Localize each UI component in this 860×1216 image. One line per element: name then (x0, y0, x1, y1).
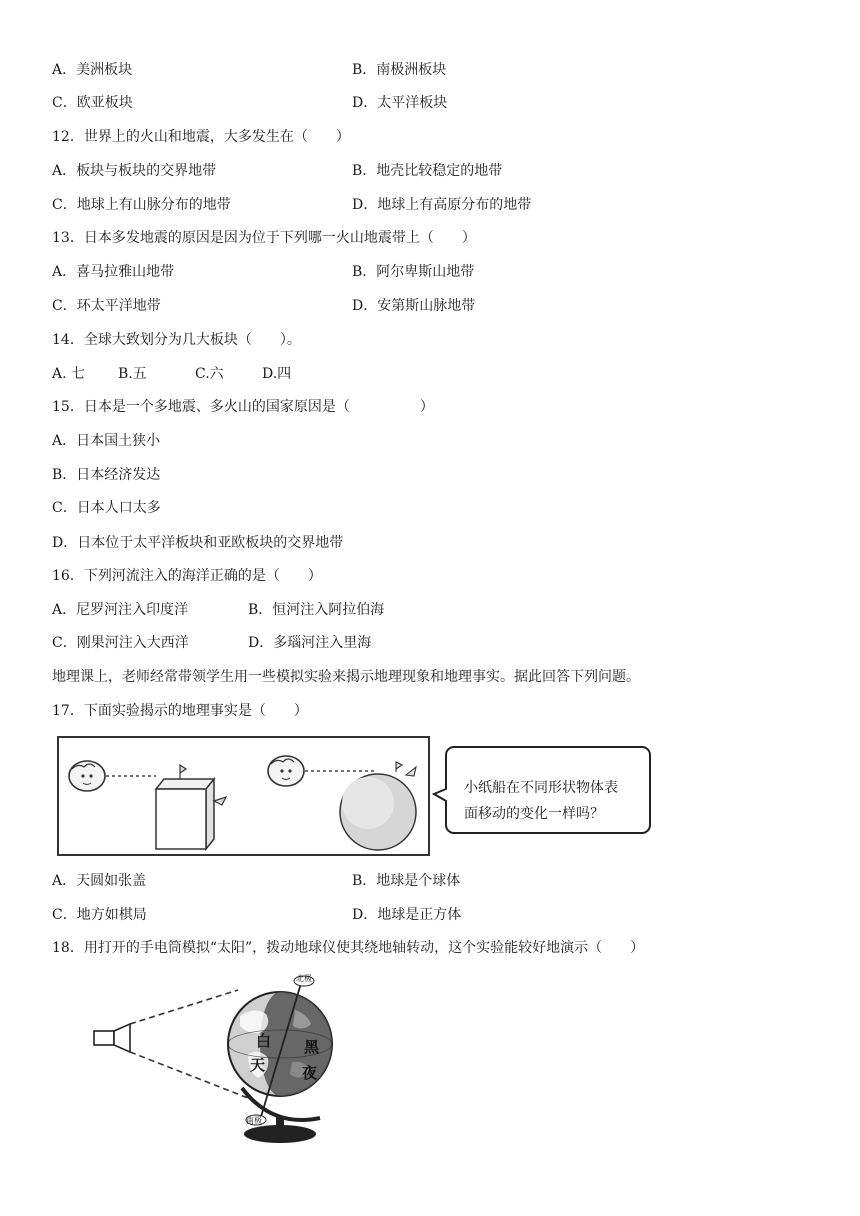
q11-option-a: A．美洲板块 (52, 62, 133, 78)
speech-bubble-line-2: 面移动的变化一样吗？ (464, 806, 604, 822)
q18-figure (90, 970, 360, 1152)
q18-figure-drawing (90, 970, 360, 1152)
south-pole-label: 南极 (246, 1116, 262, 1125)
q14-option-b: B.五 (118, 366, 147, 382)
q17-option-b: B．地球是个球体 (352, 873, 461, 889)
q16-option-b: B．恒河注入阿拉伯海 (248, 602, 385, 618)
q13-stem: 13．日本多发地震的原因是因为位于下列哪一火山地震带上（ ） (52, 230, 476, 246)
q15-option-c: C．日本人口太多 (52, 500, 161, 516)
night-label-1: 黑 (304, 1038, 320, 1056)
q13-option-a: A．喜马拉雅山地带 (52, 264, 175, 280)
q14-stem: 14．全球大致划分为几大板块（ ）。 (52, 332, 301, 348)
q14-option-d: D.四 (262, 366, 292, 382)
flashlight-icon (94, 1024, 130, 1052)
q17-stem: 17．下面实验揭示的地理事实是（ ） (52, 703, 308, 719)
q17-figure (56, 735, 654, 857)
cartoon-head-left (69, 761, 105, 791)
q15-option-d: D．日本位于太平洋板块和亚欧板块的交界地带 (52, 535, 344, 551)
q12-option-c: C．地球上有山脉分布的地带 (52, 197, 231, 213)
night-label-2: 夜 (302, 1064, 318, 1082)
q14-option-a: A. 七 (52, 366, 86, 382)
speech-bubble-line-1: 小纸船在不同形状物体表 (464, 780, 618, 796)
day-label-2: 天 (250, 1056, 266, 1074)
q15-stem: 15．日本是一个多地震、多火山的国家原因是（ ） (52, 399, 434, 415)
q13-option-b: B．阿尔卑斯山地带 (352, 264, 475, 280)
q15-option-a: A．日本国土狭小 (52, 433, 161, 449)
q12-option-a: A．板块与板块的交界地带 (52, 163, 217, 179)
speech-bubble-text (464, 775, 618, 827)
q16-option-a: A．尼罗河注入印度洋 (52, 602, 189, 618)
q15-option-b: B．日本经济发达 (52, 467, 161, 483)
q16-option-d: D．多瑙河注入里海 (248, 635, 372, 651)
q18-stem: 18．用打开的手电筒模拟“太阳”，拨动地球仪使其绕地轴转动，这个实验能较好地演示（ ） (52, 940, 645, 956)
cartoon-head-right (268, 756, 304, 786)
q17-option-d: D．地球是正方体 (352, 907, 462, 923)
q14-options (52, 364, 291, 384)
q12-option-b: B．地壳比较稳定的地带 (352, 163, 503, 179)
q17-option-c: C．地方如棋局 (52, 907, 147, 923)
q14-option-c: C.六 (195, 366, 224, 382)
q16-stem: 16．下列河流注入的海洋正确的是（ ） (52, 568, 322, 584)
q12-stem: 12．世界上的火山和地震，大多发生在（ ） (52, 129, 350, 145)
q11-option-d: D．太平洋板块 (352, 95, 448, 111)
q16-option-c: C．刚果河注入大西洋 (52, 635, 189, 651)
north-pole-label: 北极 (296, 974, 312, 983)
day-label-1: 白 (256, 1032, 272, 1050)
q12-option-d: D．地球上有高原分布的地带 (352, 197, 532, 213)
q13-option-c: C．环太平洋地带 (52, 298, 161, 314)
q11-option-c: C．欧亚板块 (52, 95, 133, 111)
experiment-intro: 地理课上，老师经常带领学生用一些模拟实验来揭示地理现象和地理事实。据此回答下列问题。 (52, 669, 640, 685)
q11-option-b: B．南极洲板块 (352, 62, 447, 78)
q17-option-a: A．天圆如张盖 (52, 873, 147, 889)
q13-option-d: D．安第斯山脉地带 (352, 298, 476, 314)
